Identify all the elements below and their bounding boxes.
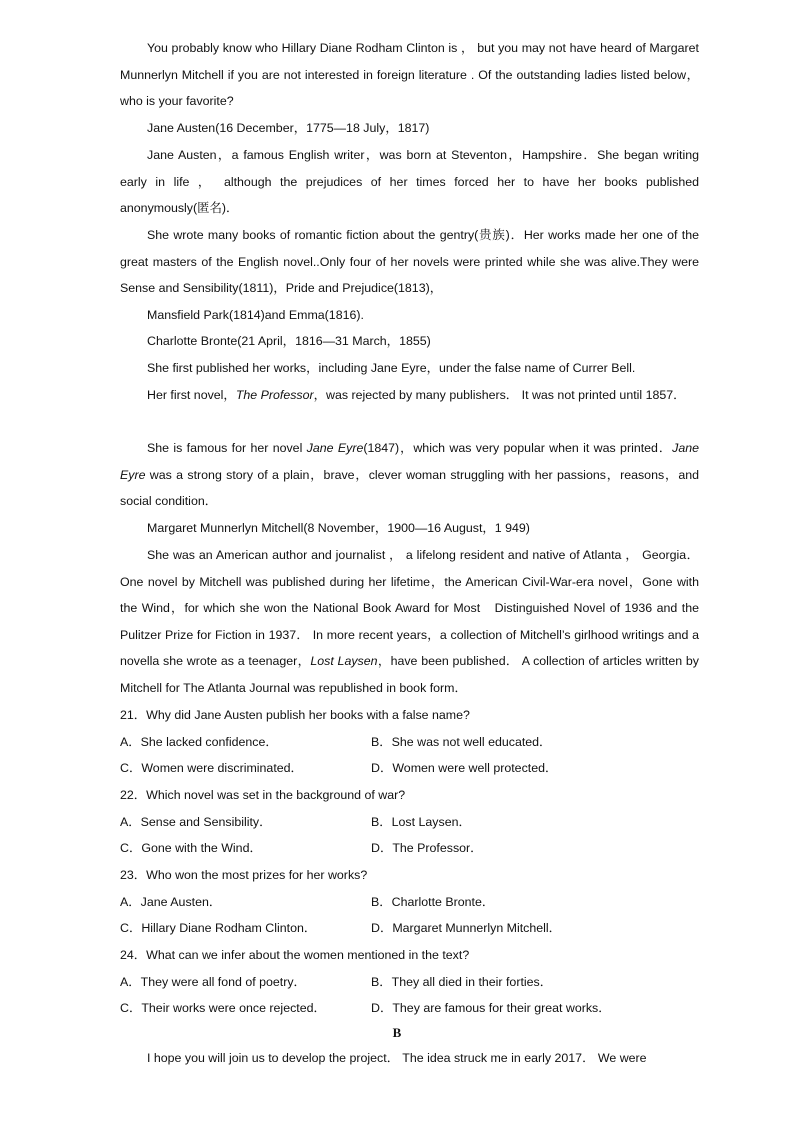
austen-paragraph-1: Jane Austen，a famous English writer，was born at Steventon，Hampshire．She began writing early in life ， although the prejudices of her times forced her to have her books published anonymously(匿名)． xyxy=(120,148,699,216)
bronte-heading: Charlotte Bronte(21 April，1816—31 March，1855) xyxy=(147,334,431,348)
austen-paragraph-2: She wrote many books of romantic fiction about the gentry(贵族)．Her works made her one of the great masters of the English novel..Only four of her novels were printed while she was alive.They were Sense and Sensibility(1811)，Pride and Prejudice(1813)， xyxy=(120,228,699,296)
question-23-option-b[interactable]: B．Charlotte Bronte． xyxy=(371,895,495,909)
question-23-option-d[interactable]: D．Margaret Munnerlyn Mitchell． xyxy=(371,921,562,935)
text-run: was a strong story of a plain，brave，clever woman struggling with her passions，reasons，and social condition． xyxy=(120,467,699,509)
austen-heading: Jane Austen(16 December，1775—18 July，1817) xyxy=(147,121,430,135)
question-24-option-a[interactable]: A．They were all fond of poetry． xyxy=(120,975,306,989)
section-b-paragraph-1: I hope you will join us to develop the project． The idea struck me in early 2017． We were xyxy=(147,1051,647,1065)
text-run: She was an American author and journalist ， a lifelong resident and native of Atlanta ， Georgia．One novel by Mitchell was published during her lifetime，the American Civil-War-era novel，Gone with the Wind，for which she won the National Book Award for Most Distinguished Novel of 1936 and the Pulitzer Prize for Fiction in 1937． In more recent years，a collection of Mitchell’s girlhood writings and a novella she wrote as a teenager， xyxy=(120,548,699,669)
question-22-stem: 22．Which novel was set in the background of war? xyxy=(120,788,406,802)
question-21-stem: 21．Why did Jane Austen publish her books with a false name? xyxy=(120,708,470,722)
question-24-stem: 24．What can we infer about the women mentioned in the text? xyxy=(120,948,470,962)
question-23-stem: 23．Who won the most prizes for her works? xyxy=(120,868,368,882)
question-21-option-b[interactable]: B．She was not well educated． xyxy=(371,735,552,749)
question-21-option-a[interactable]: A．She lacked confidence． xyxy=(120,735,278,749)
austen-paragraph-3: Mansfield Park(1814)and Emma(1816). xyxy=(147,308,364,322)
question-22-option-c[interactable]: C．Gone with the Wind． xyxy=(120,841,262,855)
mitchell-paragraph-1 xyxy=(120,542,699,702)
question-24-option-b[interactable]: B．They all died in their forties． xyxy=(371,975,553,989)
book-title: The Professor xyxy=(235,388,314,402)
question-24-option-c[interactable]: C．Their works were once rejected． xyxy=(120,1001,326,1015)
section-b-label: B xyxy=(392,1025,402,1040)
question-24-option-d[interactable]: D．They are famous for their great works． xyxy=(371,1001,611,1015)
bronte-paragraph-1: She first published her works，including Jane Eyre，under the false name of Currer Bell. xyxy=(147,361,636,375)
mitchell-heading: Margaret Munnerlyn Mitchell(8 November，1900—16 August，1 949) xyxy=(147,521,530,535)
intro-paragraph: You probably know who Hillary Diane Rodham Clinton is ， but you may not have heard of Margaret Munnerlyn Mitchell if you are not interested in foreign literature . Of the outstanding ladies listed below，who is your favorite? xyxy=(120,41,699,109)
question-22-option-b[interactable]: B．Lost Laysen． xyxy=(371,815,471,829)
question-22-option-d[interactable]: D．The Professor． xyxy=(371,841,483,855)
question-21-option-c[interactable]: C．Women were discriminated． xyxy=(120,761,303,775)
bronte-paragraph-2 xyxy=(120,382,699,409)
question-21-option-d[interactable]: D．Women were well protected． xyxy=(371,761,558,775)
text-run: Her first novel， xyxy=(147,388,236,402)
text-run: She is famous for her novel xyxy=(147,441,307,455)
book-title: Lost Laysen xyxy=(310,654,378,669)
book-title: Jane Eyre xyxy=(120,441,699,482)
question-22-option-a[interactable]: A．Sense and Sensibility． xyxy=(120,815,272,829)
question-23-option-a[interactable]: A．Jane Austen． xyxy=(120,895,222,909)
text-run: ，was rejected by many publishers． It was not printed until 1857． xyxy=(313,388,686,402)
question-23-option-c[interactable]: C．Hillary Diane Rodham Clinton． xyxy=(120,921,317,935)
text-run: (1847)，which was very popular when it was printed． xyxy=(363,441,673,455)
bronte-paragraph-3 xyxy=(120,435,699,515)
text-run: ，have been published． A collection of articles written by Mitchell for The Atlanta Journal was republished in book form． xyxy=(120,654,699,695)
book-title: Jane Eyre xyxy=(306,441,364,455)
